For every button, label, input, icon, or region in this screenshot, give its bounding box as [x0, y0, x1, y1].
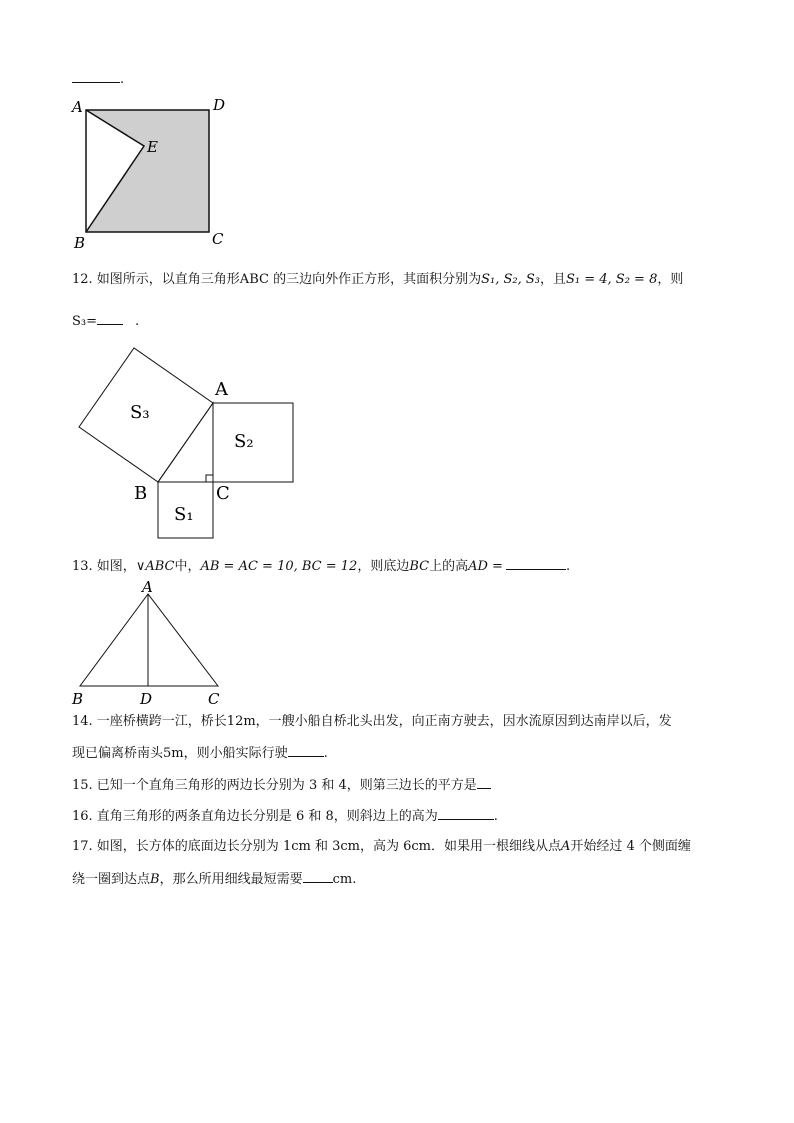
label-d: D — [213, 96, 226, 114]
q12-text-line2: S₃= . — [72, 314, 140, 329]
answer-blank — [438, 807, 494, 820]
label-c: C — [208, 690, 220, 708]
label-d: D — [140, 690, 153, 708]
label-b: B — [74, 234, 86, 252]
answer-blank — [477, 776, 491, 789]
q12-pythagoras-figure — [70, 340, 310, 545]
q17-text-line2: 绕一圈到达点B，那么所用细线最短需要 cm. — [72, 872, 357, 887]
q15-text-line: 15. 已知一个直角三角形的两边长分别为 3 和 4，则第三边长的平方是 — [72, 776, 491, 795]
label-a: A — [215, 379, 228, 400]
answer-blank — [506, 557, 566, 570]
shaded-region — [86, 110, 209, 232]
right-angle-mark — [206, 475, 213, 482]
label-a: A — [72, 98, 83, 116]
answer-blank — [303, 870, 333, 883]
label-e: E — [147, 138, 158, 156]
q14-text-line1: 14. 一座桥横跨一江，桥长12m，一艘小船自桥北头出发，向正南方驶去，因水流原因到达南岸以后，发 — [72, 714, 672, 729]
label-s3: S₃ — [130, 402, 150, 423]
q13-text-line: 13. 如图，∨ABC中，AB = AC = 10, BC = 12，则底边BC上的高AD = . — [72, 559, 571, 574]
label-s2: S₂ — [234, 431, 254, 452]
q11-answer-line: . — [72, 70, 124, 89]
answer-blank — [97, 312, 123, 325]
label-c: C — [216, 483, 230, 504]
answer-blank — [72, 70, 120, 83]
label-a: A — [142, 578, 153, 596]
q14-text-line2: 现已偏离桥南头5m，则小船实际行驶 . — [72, 746, 328, 761]
q17-text-line1: 17. 如图，长方体的底面边长分别为 1cm 和 3cm，高为 6cm．如果用一根细线从点A开始经过 4 个侧面缠 — [72, 839, 691, 854]
label-b: B — [134, 483, 148, 504]
label-s1: S₁ — [174, 504, 194, 525]
triangle-abc — [80, 594, 218, 686]
q11-square-figure — [68, 94, 238, 254]
label-c: C — [212, 230, 224, 248]
label-b: B — [72, 690, 84, 708]
q16-text-line: 16. 直角三角形的两条直角边长分别是 6 和 8，则斜边上的高为 . — [72, 809, 498, 824]
q13-triangle-figure — [70, 578, 230, 710]
q12-text-line1: 12. 如图所示，以直角三角形ABC 的三边向外作正方形，其面积分别为S₁, S₂, S₃，且S₁ = 4, S₂ = 8，则 — [72, 272, 684, 287]
answer-blank — [288, 744, 324, 757]
